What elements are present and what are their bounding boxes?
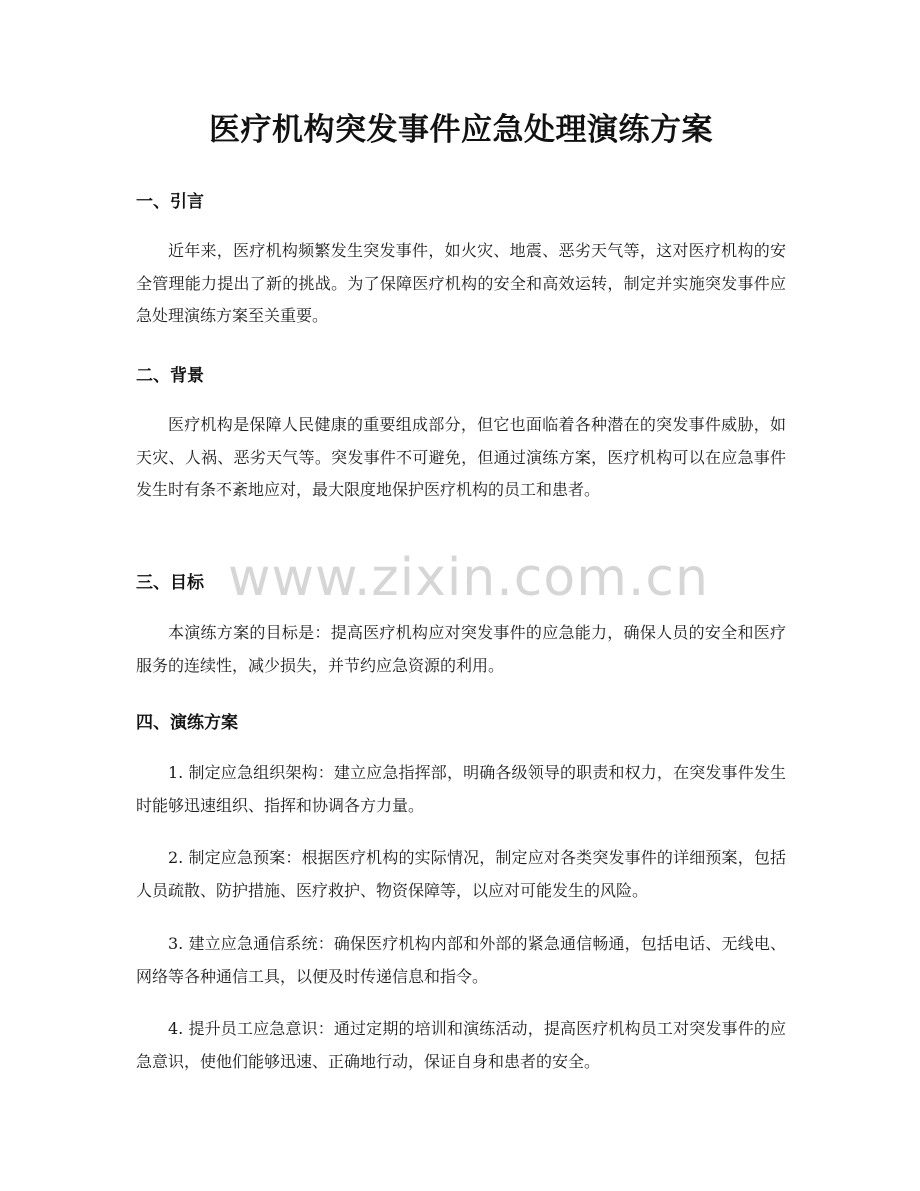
watermark: www.zixin.com.cn (228, 548, 709, 608)
list-item-drill-plan-4: 4. 提升员工应急意识：通过定期的培训和演练活动，提高医疗机构员工对突发事件的应急意识，使他们能够迅速、正确地行动，保证自身和患者的安全。 (136, 1019, 786, 1071)
list-item-drill-plan-3: 3. 建立应急通信系统：确保医疗机构内部和外部的紧急通信畅通，包括电话、无线电、网络等各种通信工具，以便及时传递信息和指令。 (136, 934, 786, 986)
section-heading-drill-plan: 四、演练方案 (136, 713, 238, 733)
paragraph-introduction: 近年来，医疗机构频繁发生突发事件，如火灾、地震、恶劣天气等，这对医疗机构的安全管理能力提出了新的挑战。为了保障医疗机构的安全和高效运转，制定并实施突发事件应急处理演练方案至关重要。 (136, 241, 786, 325)
list-item-drill-plan-1: 1. 制定应急组织架构：建立应急指挥部，明确各级领导的职责和权力，在突发事件发生时能够迅速组织、指挥和协调各方力量。 (136, 763, 786, 815)
document-title: 医疗机构突发事件应急处理演练方案 (209, 112, 713, 148)
paragraph-goals: 本演练方案的目标是：提高医疗机构应对突发事件的应急能力，确保人员的安全和医疗服务的连续性，减少损失，并节约应急资源的利用。 (136, 623, 786, 675)
list-item-drill-plan-2: 2. 制定应急预案：根据医疗机构的实际情况，制定应对各类突发事件的详细预案，包括人员疏散、防护措施、医疗救护、物资保障等，以应对可能发生的风险。 (136, 848, 786, 900)
section-heading-background: 二、背景 (136, 366, 204, 386)
paragraph-background: 医疗机构是保障人民健康的重要组成部分，但它也面临着各种潜在的突发事件威胁，如天灾、人祸、恶劣天气等。突发事件不可避免，但通过演练方案，医疗机构可以在应急事件发生时有条不紊地应对，最大限度地保护医疗机构的员工和患者。 (136, 415, 786, 499)
section-heading-introduction: 一、引言 (136, 192, 204, 212)
section-heading-goals: 三、目标 (136, 573, 204, 593)
